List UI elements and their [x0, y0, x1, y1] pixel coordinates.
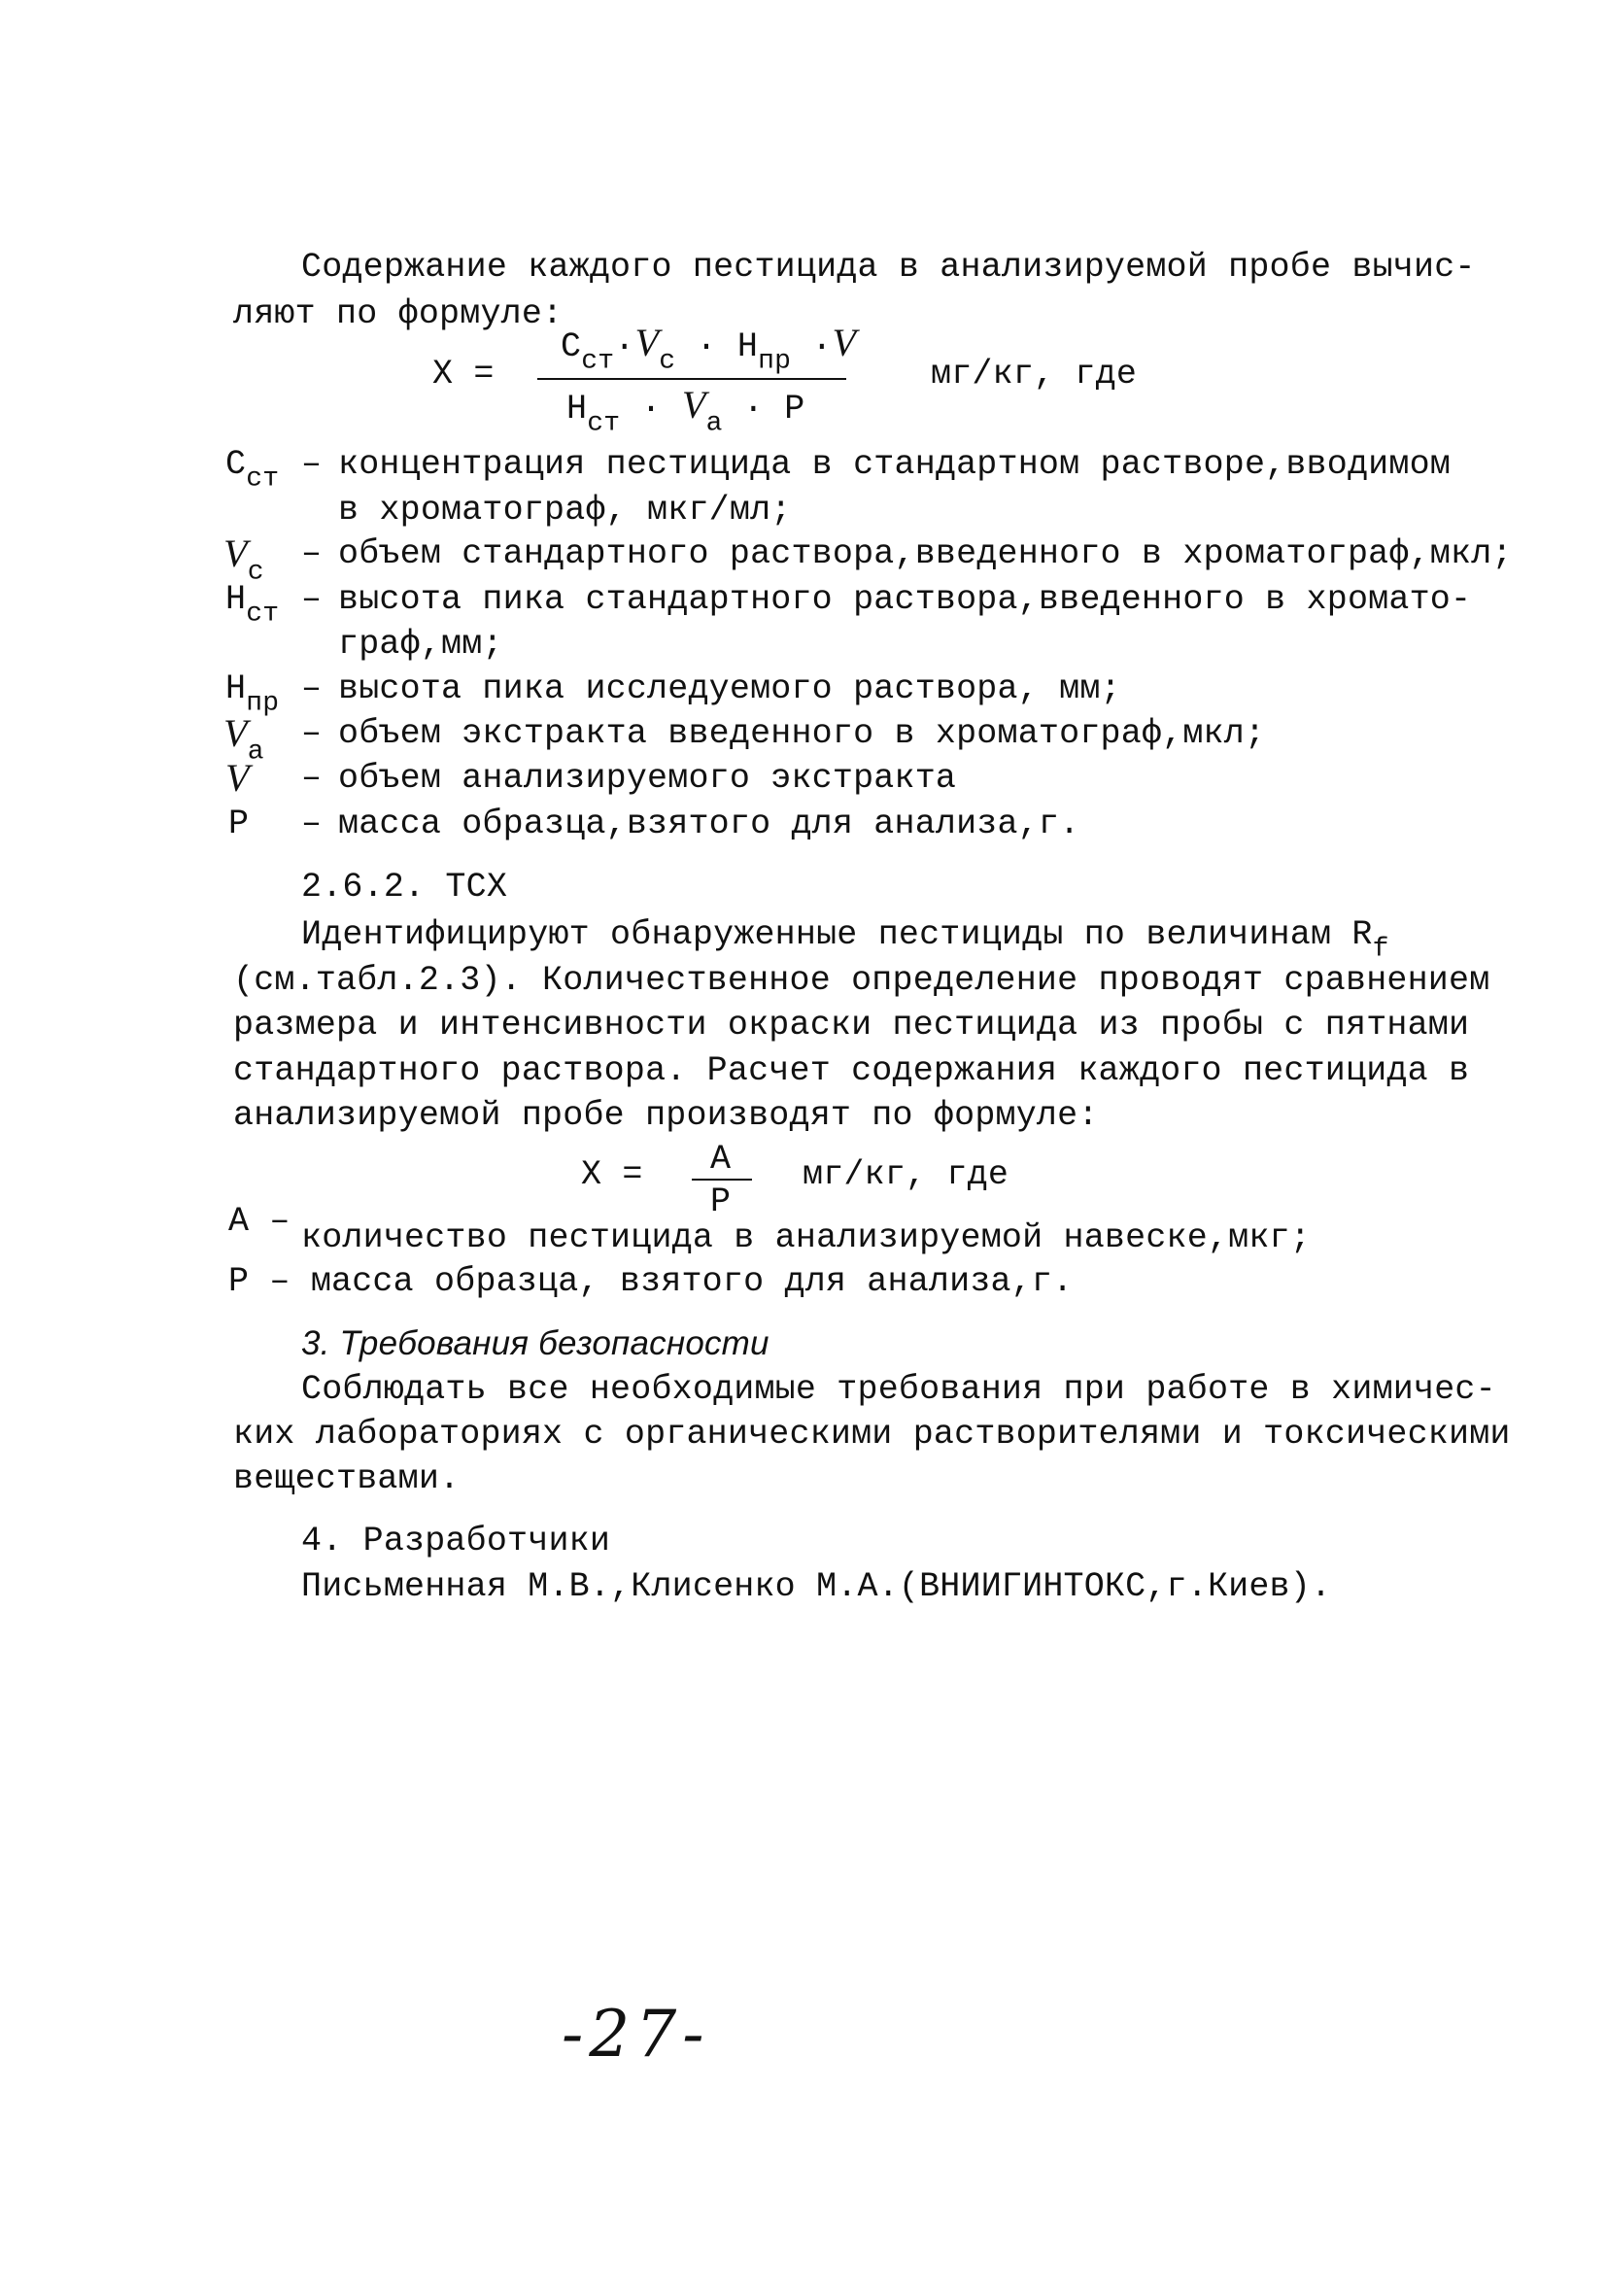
def-symbol-hst: $Н_{ст}$	[225, 580, 280, 630]
intro-line-1: Содержание каждого пестицида в анализируемой пробе вычис-	[301, 248, 1476, 287]
formula-1-lhs: Х =	[432, 355, 495, 394]
section-3-title: 3. Требования безопасности	[301, 1324, 769, 1362]
def-v-text: объем анализируемого экстракта	[338, 759, 957, 798]
section-262-line-5: анализируемой пробе производят по формуле:	[233, 1096, 1099, 1135]
def-dash: –	[301, 759, 323, 798]
def-dash: –	[301, 534, 323, 573]
section-262-line-4: стандартного раствора. Расчет содержания каждого пестицида в	[233, 1051, 1470, 1090]
intro-line-2: ляют по формуле:	[233, 294, 564, 333]
formula-2-denominator: Р	[710, 1182, 732, 1221]
def-hpr-text: высота пика исследуемого раствора, мм;	[338, 669, 1121, 708]
def-symbol-hpr: $Н_{пр}$	[225, 669, 280, 719]
def-symbol-cst: $С_{ст}$	[225, 445, 280, 495]
def-symbol-p: Р	[228, 805, 250, 843]
def-va-text: объем экстракта введенного в хроматограф,мкл;	[338, 714, 1266, 753]
def-dash: –	[301, 445, 323, 484]
page-number: -27-	[562, 1997, 710, 2072]
section-262-line-1: Идентифицируют обнаруженные пестициды по величинам $R_f$	[301, 915, 1389, 965]
formula-1-denominator: $Н_{ст} \cdot V_а \cdot Р$	[566, 383, 805, 439]
def-p-text: масса образца,взятого для анализа,г.	[338, 805, 1080, 843]
def-dash: –	[301, 805, 323, 843]
formula-2-lhs: Х =	[581, 1155, 643, 1194]
formula-1-fraction-bar	[537, 378, 846, 380]
section-262-title: 2.6.2. ТСХ	[301, 868, 508, 907]
section-262-line-2: (см.табл.2.3). Количественное определение проводят сравнением	[233, 961, 1490, 1000]
def-vc-text: объем стандартного раствора,введенного в хроматограф,мкл;	[338, 534, 1513, 573]
section-4-line-1: Письменная М.В.,Клисенко М.А.(ВНИИГИНТОКС,г.Киев).	[301, 1567, 1332, 1606]
section-4-title: 4. Разработчики	[301, 1522, 611, 1560]
def-cst-line-1: концентрация пестицида в стандартном растворе,вводимом	[338, 445, 1451, 484]
def2-p-line: Р – масса образца, взятого для анализа,г.	[228, 1262, 1074, 1301]
def-symbol-va: $V_а$	[223, 711, 264, 768]
def-hst-line-1: высота пика стандартного раствора,введенного в хромато-	[338, 580, 1472, 619]
def2-a-symbol: А –	[228, 1202, 291, 1241]
def-symbol-vc: $V_с$	[223, 531, 264, 588]
section-262-line-3: размера и интенсивности окраски пестицида из пробы с пятнами	[233, 1006, 1470, 1045]
def-symbol-v: V	[225, 756, 250, 800]
section-3-line-1: Соблюдать все необходимые требования при работе в химичес-	[301, 1370, 1496, 1409]
section-3-line-2: ких лабораториях с органическими растворителями и токсическими	[233, 1415, 1511, 1454]
formula-2-units: мг/кг, где	[803, 1155, 1009, 1194]
def-dash: –	[301, 669, 323, 708]
formula-1-units: мг/кг, где	[931, 355, 1138, 394]
def-cst-line-2: в хроматограф, мкг/мл;	[338, 491, 792, 530]
def-hst-line-2: граф,мм;	[338, 625, 503, 664]
def2-a-text: количество пестицида в анализируемой навеске,мкг;	[301, 1218, 1311, 1257]
formula-2-numerator: А	[710, 1140, 732, 1179]
section-3-line-3: веществами.	[233, 1459, 461, 1498]
formula-1-numerator: $С_{ст}\cdot V_с \cdot Н_{пр} \cdot V$	[561, 321, 857, 377]
def-dash: –	[301, 580, 323, 619]
def-dash: –	[301, 714, 323, 753]
